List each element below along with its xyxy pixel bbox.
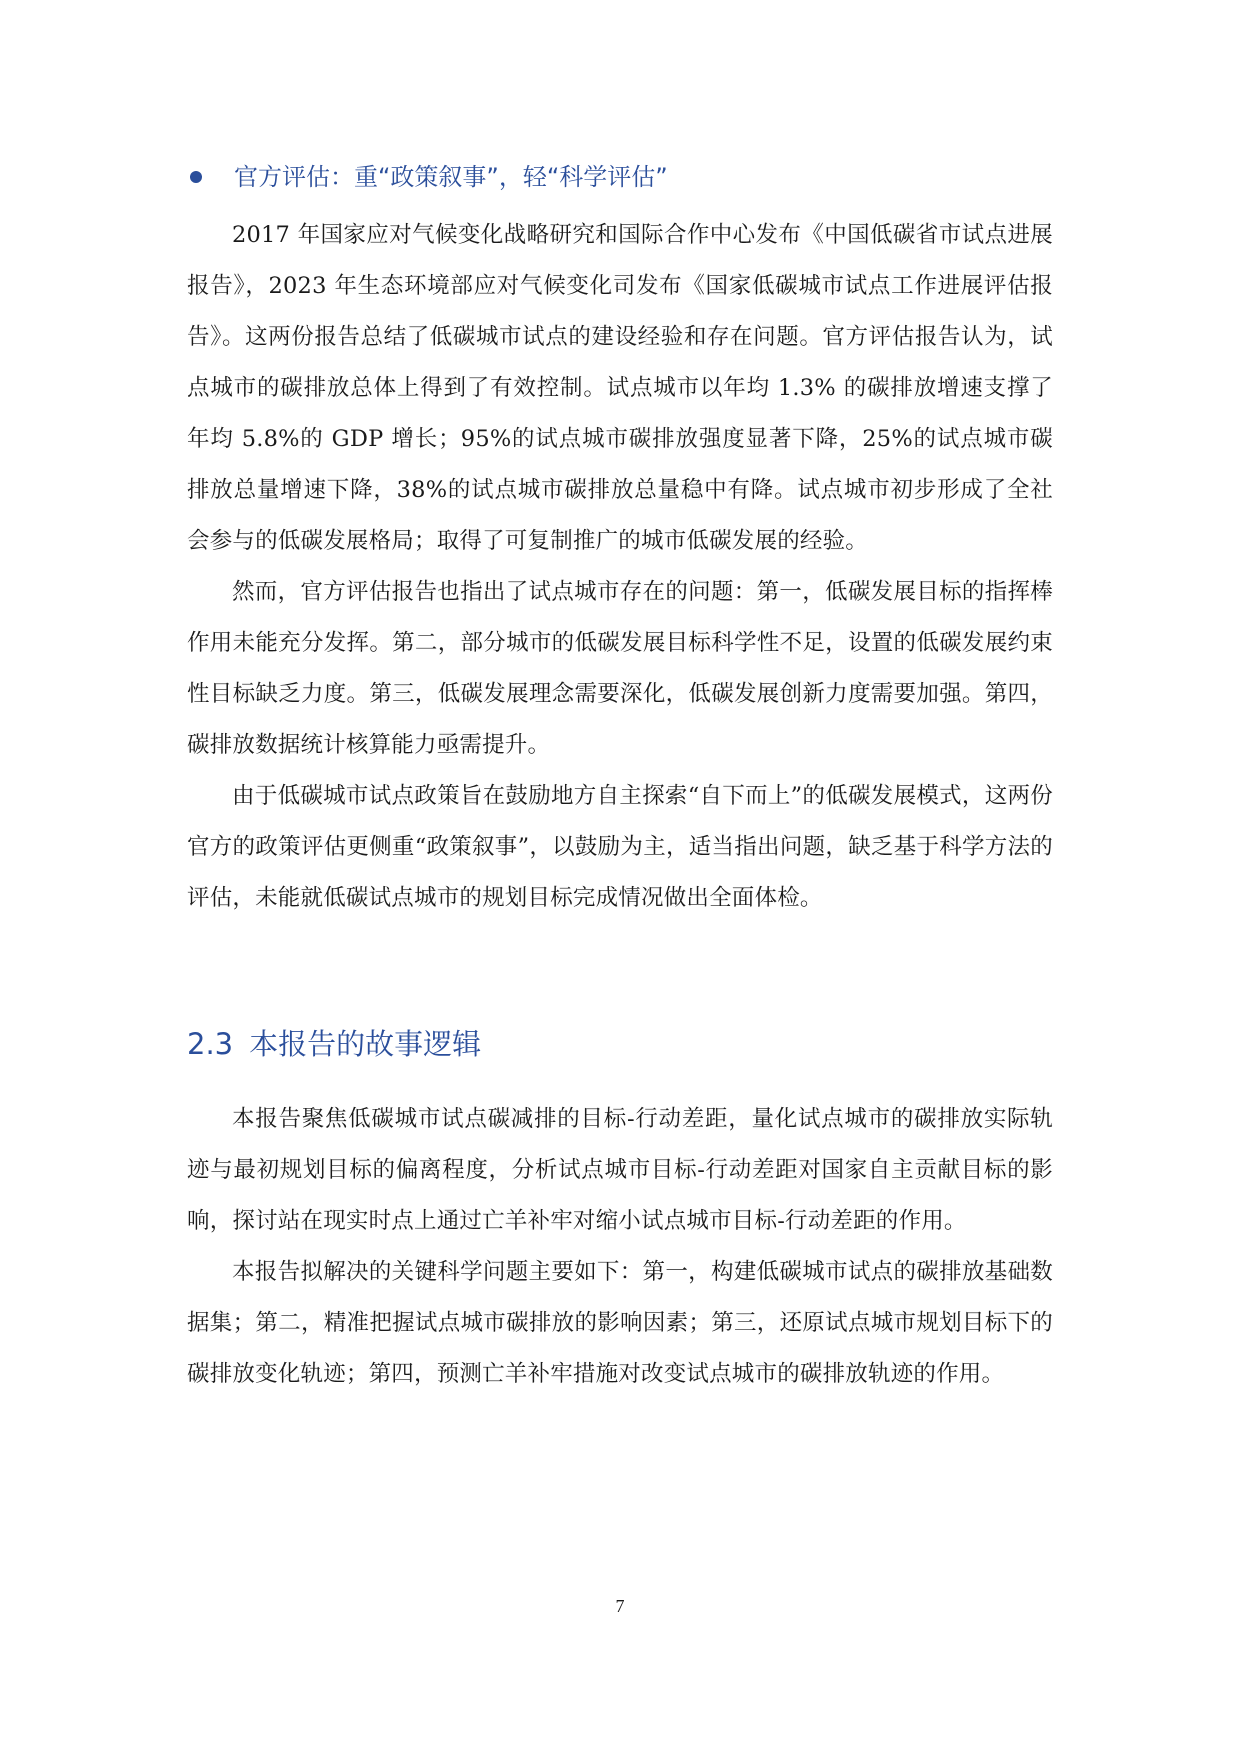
paragraph: 本报告聚焦低碳城市试点碳减排的目标-行动差距，量化试点城市的碳排放实际轨迹与最初规划目标的偏离程度，分析试点城市目标-行动差距对国家自主贡献目标的影响，探讨站在现实时点上通过亡羊补牢对缩小试点城市目标-行动差距的作用。 bbox=[187, 1106, 1053, 1234]
subsection-title: 官方评估：重“政策叙事”，轻“科学评估” bbox=[234, 163, 668, 191]
paragraph: 2017 年国家应对气候变化战略研究和国际合作中心发布《中国低碳省市试点进展报告》，2023 年生态环境部应对气候变化司发布《国家低碳城市试点工作进展评估报告》。这两份报告总结了低碳城市试点的建设经验和存在问题。官方评估报告认为，试点城市的碳排放总体上得到了有效控制。试点城市以年均 1.3% 的碳排放增速支撑了年均 5.8%的 GDP 增长；95%的试点城市碳排放强度显著下降，25%的试点城市碳排放总量增速下降，38%的试点城市碳排放总量稳中有降。试点城市初步形成了全社会参与的低碳发展格局；取得了可复制推广的城市低碳发展的经验。 bbox=[187, 222, 1053, 554]
page-number: 7 bbox=[615, 1596, 625, 1616]
subsection-heading bbox=[187, 160, 1053, 194]
paragraph: 由于低碳城市试点政策旨在鼓励地方自主探索“自下而上”的低碳发展模式，这两份官方的政策评估更侧重“政策叙事”，以鼓励为主，适当指出问题，缺乏基于科学方法的评估，未能就低碳试点城市的规划目标完成情况做出全面体检。 bbox=[187, 783, 1053, 911]
bullet-dot-icon bbox=[190, 171, 202, 183]
section-number: 2.3 bbox=[187, 1027, 234, 1061]
section-title: 本报告的故事逻辑 bbox=[249, 1027, 482, 1061]
paragraph: 然而，官方评估报告也指出了试点城市存在的问题：第一，低碳发展目标的指挥棒作用未能充分发挥。第二，部分城市的低碳发展目标科学性不足，设置的低碳发展约束性目标缺乏力度。第三，低碳发展理念需要深化，低碳发展创新力度需要加强。第四，碳排放数据统计核算能力亟需提升。 bbox=[187, 579, 1053, 758]
paragraph: 本报告拟解决的关键科学问题主要如下：第一，构建低碳城市试点的碳排放基础数据集；第二，精准把握试点城市碳排放的影响因素；第三，还原试点城市规划目标下的碳排放变化轨迹；第四，预测亡羊补牢措施对改变试点城市的碳排放轨迹的作用。 bbox=[187, 1259, 1053, 1387]
page-content bbox=[187, 160, 1053, 1400]
section-heading bbox=[187, 1024, 1053, 1064]
